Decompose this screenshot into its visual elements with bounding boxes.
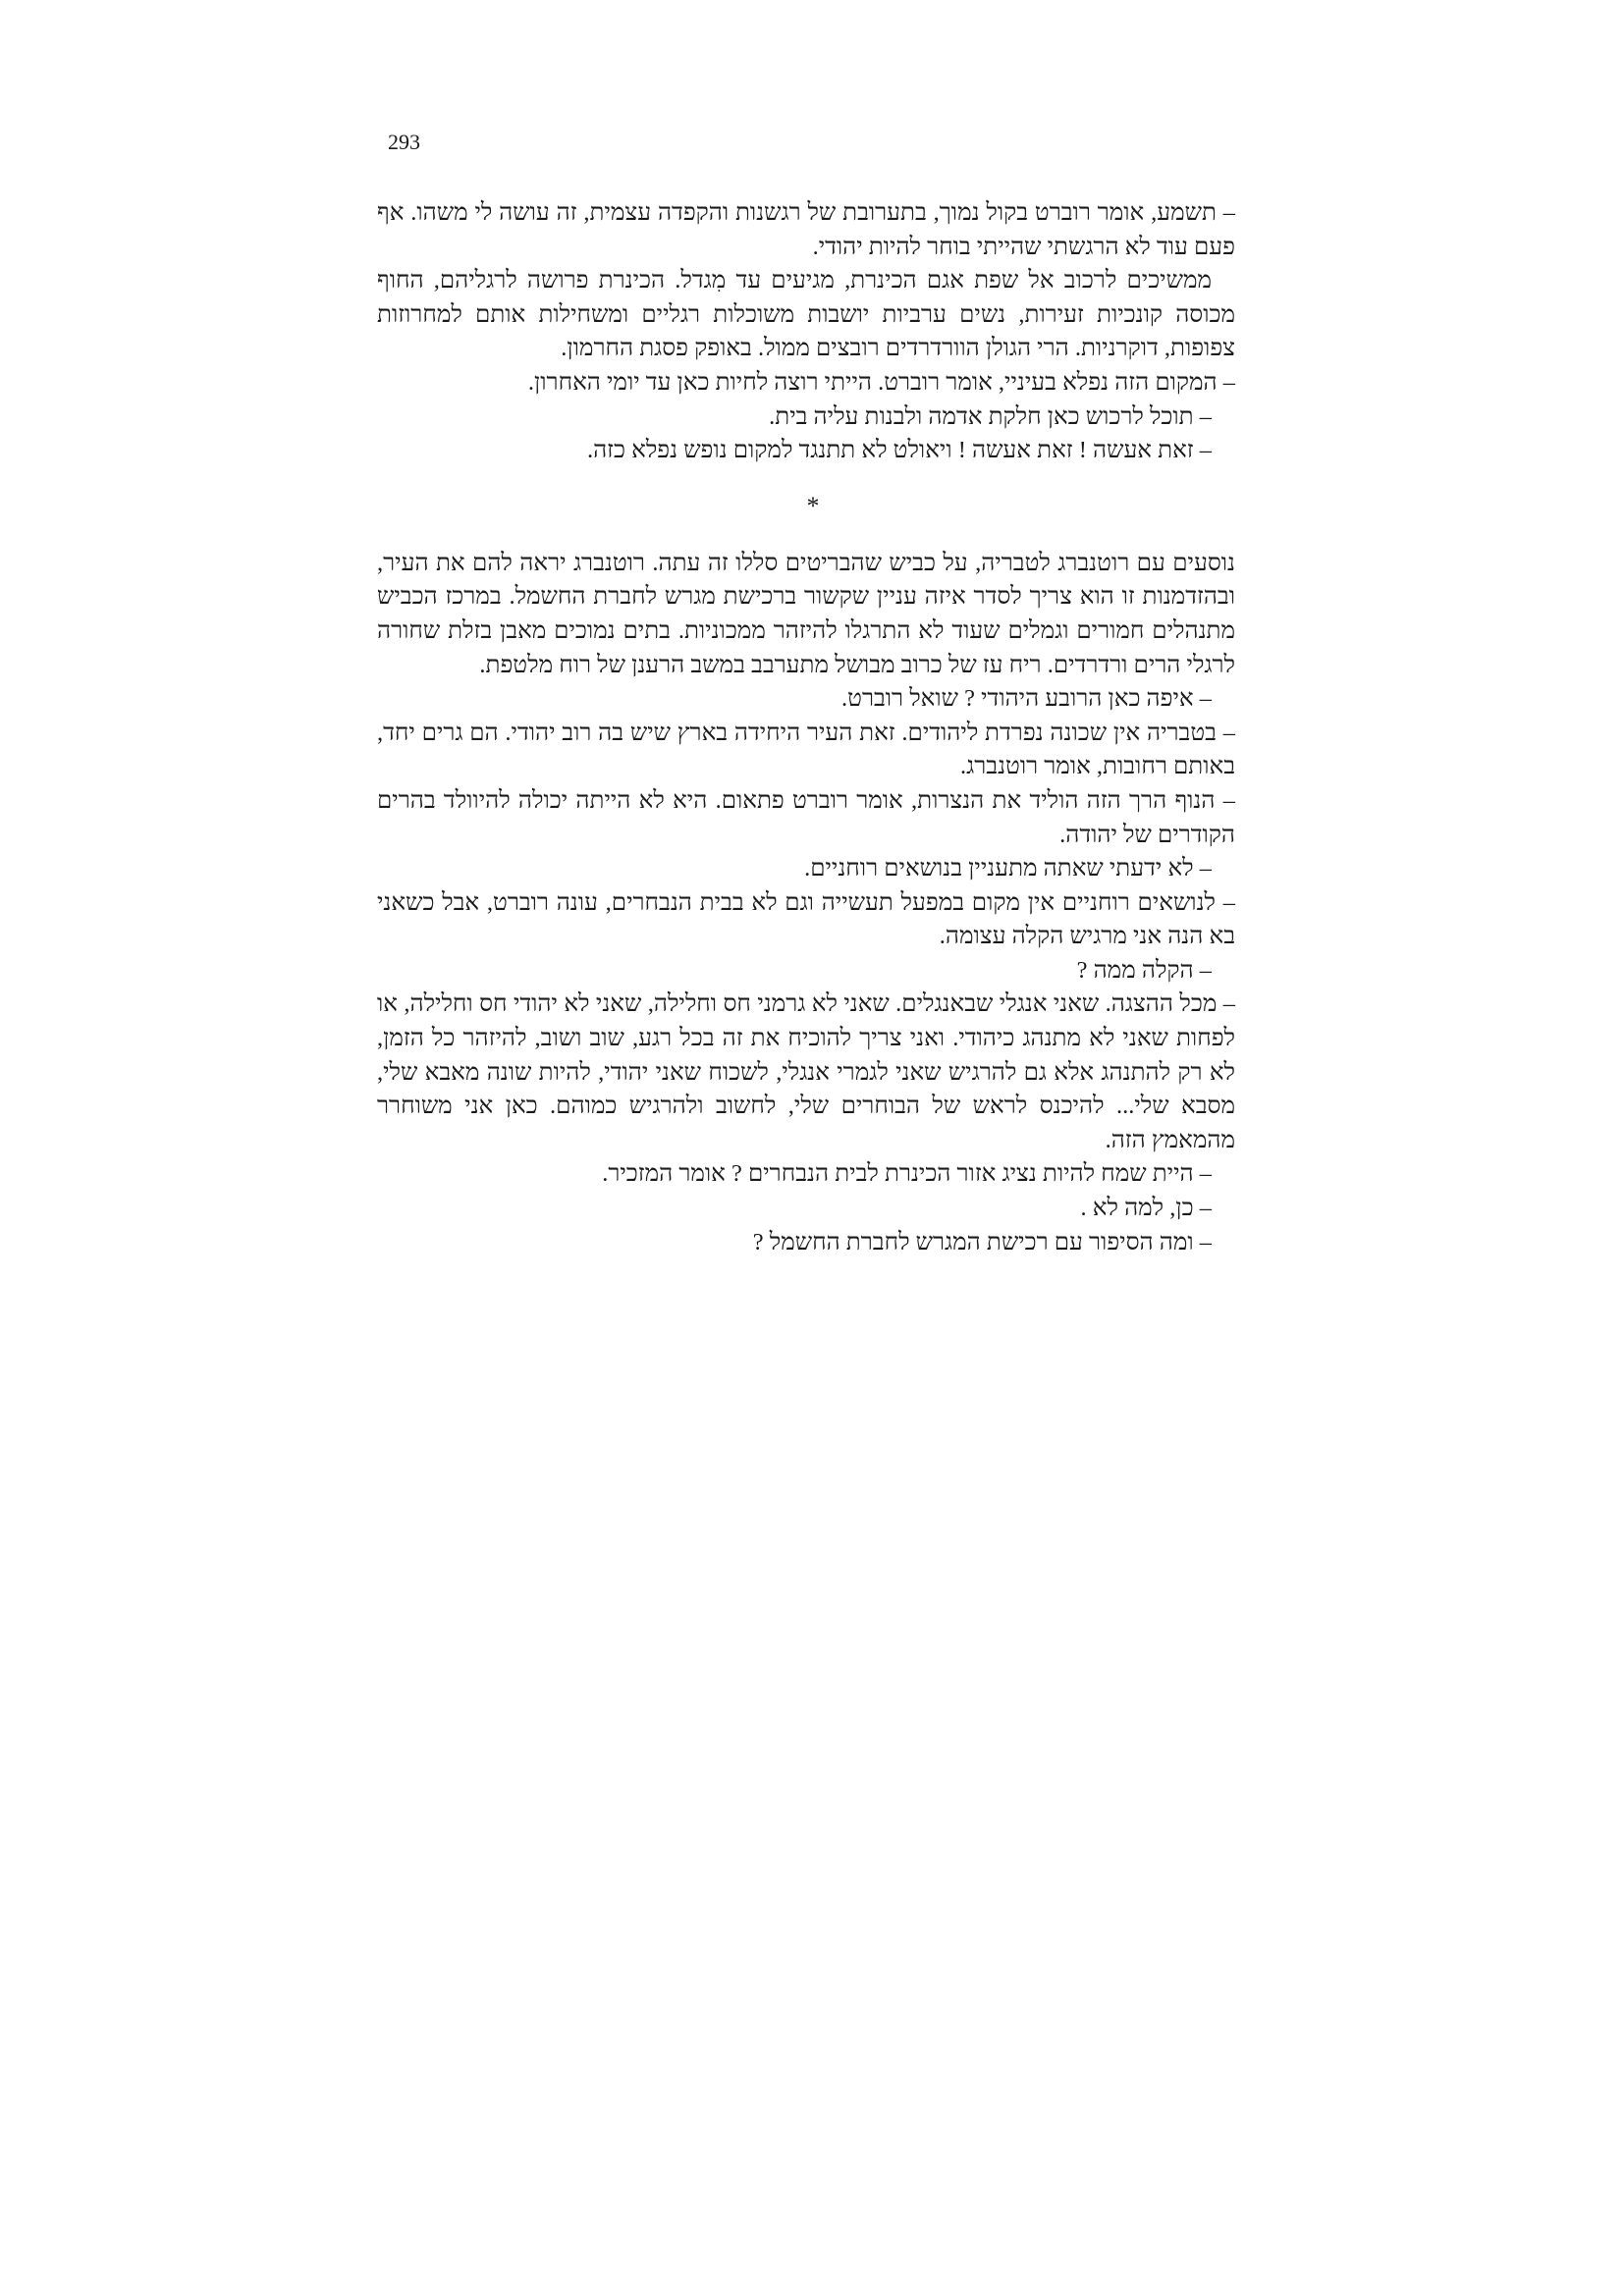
narrative-paragraph: ממשיכים לרכוב אל שפת אגם הכינרת, מגיעים עד מִגדל. הכינרת פרושה לרגליהם, החוף מכוסה קונכיות זעירות, נשים ערביות יושבות משוכלות רגליים ומשחילות אותם למחרוזות צפופות, דוקרניות. הרי הגולן הוורדרדים רובצים ממול. באופק פסגת החרמון. — [377, 267, 1235, 362]
page-body — [377, 196, 1235, 1259]
dialog-paragraph: – לא ידעתי שאתה מתעניין בנושאים רוחניים. — [804, 855, 1212, 882]
dialog-paragraph: – הקלה ממה ? — [1076, 956, 1212, 984]
dialog-paragraph: – המקום הזה נפלא בעיניי, אומר רוברט. הייתי רוצה לחיות כאן עד יומי האחרון. — [527, 368, 1235, 396]
dialog-paragraph: – לנושאים רוחניים אין מקום במפעל תעשייה וגם לא בבית הנבחרים, עונה רוברט, אבל כשאני בא הנה אני מרגיש הקלה עצומה. — [377, 888, 1235, 950]
dialog-paragraph: – איפה כאן הרובע היהודי ? שואל רוברט. — [841, 685, 1212, 713]
dialog-paragraph: – הנוף הרך הזה הוליד את הנצרות, אומר רוברט פתאום. היא לא הייתה יכולה להיוולד בהרים הקודרים של יהודה. — [377, 786, 1235, 848]
dialog-paragraph: – זאת אעשה ! זאת אעשה ! ויאולט לא תתנגד למקום נופש נפלא כזה. — [586, 437, 1212, 464]
dialog-paragraph: – תשמע, אומר רוברט בקול נמוך, בתערובת של רגשנות והקפדה עצמית, זה עושה לי משהו. אף פעם עוד לא הרגשתי שהייתי בוחר להיות יהודי. — [377, 199, 1235, 260]
narrative-paragraph: נוסעים עם רוטנברג לטבריה, על כביש שהבריטים סללו זה עתה. רוטנברג יראה להם את העיר, ובהזדמנות זו הוא צריך לסדר איזה עניין שקשור ברכישת מגרש לחברת החשמל. במרכז הכביש מתנהלים חמורים וגמלים שעוד לא התרגלו להיזהר ממכוניות. בתים נמוכים מאבן בזלת שחורה לרגלי הרים ורדרדים. ריח עז של כרוב מבושל מתערבב במשב הרענן של רוח מלטפת. — [377, 549, 1235, 678]
dialog-paragraph: – כן, למה לא . — [1080, 1195, 1212, 1222]
dialog-paragraph: – בטבריה אין שכונה נפרדת ליהודים. זאת העיר היחידה בארץ שיש בה רוב יהודי. הם גרים יחד, באותם רחובות, אומר רוטנברג. — [377, 719, 1235, 780]
page-number: 293 — [388, 130, 420, 154]
dialog-paragraph: – ומה הסיפור עם רכישת המגרש לחברת החשמל ? — [752, 1228, 1212, 1255]
section-separator-asterisk: * — [806, 491, 820, 520]
dialog-paragraph: – מכל ההצגה. שאני אנגלי שבאנגלים. שאני לא גרמני חס וחלילה, שאני לא יהודי חס וחלילה, או לפחות שאני לא מתנהג כיהודי. ואני צריך להוכיח את זה בכל רגע, שוב ושוב, להיזהר כל הזמן, לא רק להתנהג אלא גם להרגיש שאני לגמרי אנגלי, לשכוח שאני יהודי, להיות שונה מאבא שלי, מסבא שלי... להיכנס לראש של הבוחרים שלי, לחשוב ולהרגיש כמוהם. כאן אני משוחרר מהמאמץ הזה. — [377, 990, 1235, 1153]
dialog-paragraph: – היית שמח להיות נציג אזור הכינרת לבית הנבחרים ? אומר המזכיר. — [602, 1160, 1212, 1188]
dialog-paragraph: – תוכל לרכוש כאן חלקת אדמה ולבנות עליה בית. — [769, 402, 1212, 430]
